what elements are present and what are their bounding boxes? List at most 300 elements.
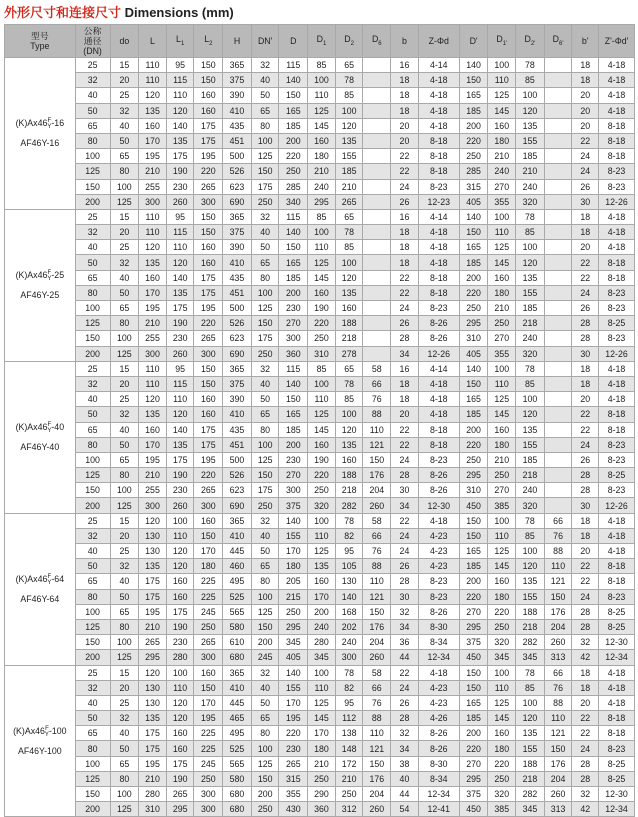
- table-cell: 40: [251, 680, 279, 695]
- table-cell: 78: [516, 361, 545, 376]
- table-cell: 295: [308, 194, 336, 209]
- table-cell: 4-23: [418, 544, 459, 559]
- table-cell: 95: [335, 695, 363, 710]
- table-cell: 100: [488, 665, 516, 680]
- table-cell: 88: [363, 407, 391, 422]
- table-cell: 410: [223, 255, 252, 270]
- table-cell: 34: [391, 741, 419, 756]
- table-cell: 300: [194, 650, 223, 665]
- table-cell: 120: [516, 407, 545, 422]
- table-cell: 175: [194, 118, 223, 133]
- table-cell: 345: [279, 635, 308, 650]
- table-cell: 110: [139, 376, 167, 391]
- table-cell: 100: [516, 695, 545, 710]
- table-cell: 100: [110, 483, 139, 498]
- table-cell: 165: [459, 88, 488, 103]
- table-cell: 355: [488, 194, 516, 209]
- table-cell: 160: [308, 285, 336, 300]
- page-title: [4, 2, 234, 24]
- table-cell: 80: [251, 118, 279, 133]
- col-header-d: D: [279, 25, 308, 58]
- table-cell: 170: [139, 437, 167, 452]
- table-cell: 150: [75, 179, 110, 194]
- table-row: [5, 604, 635, 619]
- table-cell: 300: [139, 498, 167, 513]
- table-cell: 355: [279, 787, 308, 802]
- table-cell: [363, 73, 391, 88]
- table-cell: 190: [308, 301, 336, 316]
- table-cell: 150: [75, 331, 110, 346]
- table-cell: 680: [223, 802, 252, 817]
- table-cell: 12-30: [418, 498, 459, 513]
- table-cell: 240: [516, 483, 545, 498]
- table-cell: 310: [139, 802, 167, 817]
- table-row: [5, 225, 635, 240]
- table-cell: 210: [308, 164, 336, 179]
- table-cell: 130: [139, 528, 167, 543]
- table-cell: 100: [166, 513, 194, 528]
- table-cell: [544, 103, 572, 118]
- table-cell: 22: [391, 270, 419, 285]
- table-cell: 65: [110, 149, 139, 164]
- table-cell: 218: [516, 619, 545, 634]
- table-cell: 365: [223, 58, 252, 73]
- table-cell: 88: [363, 559, 391, 574]
- table-cell: 100: [110, 179, 139, 194]
- table-cell: 175: [194, 422, 223, 437]
- table-cell: 120: [516, 255, 545, 270]
- table-cell: 4-18: [599, 513, 635, 528]
- table-cell: 390: [223, 392, 252, 407]
- table-cell: 100: [516, 392, 545, 407]
- table-cell: 110: [544, 559, 572, 574]
- table-cell: 610: [223, 635, 252, 650]
- table-cell: 22: [572, 133, 599, 148]
- table-cell: 150: [363, 604, 391, 619]
- table-cell: 65: [75, 422, 110, 437]
- table-cell: 25: [110, 88, 139, 103]
- table-cell: 320: [516, 346, 545, 361]
- table-cell: 18: [572, 513, 599, 528]
- table-cell: 4-18: [418, 665, 459, 680]
- table-cell: 50: [110, 589, 139, 604]
- table-cell: 8-18: [418, 133, 459, 148]
- table-cell: 20: [110, 225, 139, 240]
- table-cell: 168: [335, 604, 363, 619]
- table-cell: 220: [459, 437, 488, 452]
- table-cell: 50: [110, 133, 139, 148]
- table-cell: 160: [194, 240, 223, 255]
- table-row: [5, 802, 635, 817]
- table-cell: 150: [544, 741, 572, 756]
- table-cell: 22: [391, 665, 419, 680]
- table-cell: 155: [516, 133, 545, 148]
- table-cell: 623: [223, 179, 252, 194]
- table-cell: 12-26: [599, 346, 635, 361]
- table-cell: [544, 316, 572, 331]
- table-cell: 190: [166, 468, 194, 483]
- table-cell: 85: [308, 361, 336, 376]
- table-cell: 8-23: [599, 285, 635, 300]
- table-row: [5, 513, 635, 528]
- table-cell: 160: [194, 407, 223, 422]
- table-cell: 195: [139, 149, 167, 164]
- col-header-do: do: [110, 25, 139, 58]
- table-cell: 200: [308, 604, 336, 619]
- table-cell: 145: [308, 422, 336, 437]
- variant-mark-top: F: [45, 725, 49, 732]
- table-cell: 623: [223, 331, 252, 346]
- table-cell: 100: [251, 133, 279, 148]
- table-cell: 125: [251, 301, 279, 316]
- table-cell: [544, 58, 572, 73]
- table-cell: 8-23: [599, 437, 635, 452]
- table-cell: 220: [279, 726, 308, 741]
- table-cell: 110: [363, 726, 391, 741]
- table-cell: 32: [75, 376, 110, 391]
- table-cell: 270: [459, 756, 488, 771]
- table-cell: 150: [459, 73, 488, 88]
- table-cell: 185: [459, 407, 488, 422]
- table-cell: 100: [335, 255, 363, 270]
- table-body: [5, 58, 635, 817]
- table-cell: 260: [166, 346, 194, 361]
- table-cell: 100: [488, 58, 516, 73]
- model-type-name: (K)Ax46: [15, 270, 48, 281]
- table-cell: 410: [223, 407, 252, 422]
- table-cell: 50: [110, 437, 139, 452]
- table-cell: 12-34: [418, 787, 459, 802]
- table-cell: 40: [75, 240, 110, 255]
- table-cell: 210: [139, 468, 167, 483]
- table-cell: 125: [251, 604, 279, 619]
- table-cell: 300: [194, 194, 223, 209]
- table-cell: 160: [308, 574, 336, 589]
- table-cell: 150: [279, 392, 308, 407]
- table-cell: 195: [194, 149, 223, 164]
- table-cell: 95: [166, 361, 194, 376]
- table-cell: 135: [516, 574, 545, 589]
- table-cell: 100: [308, 376, 336, 391]
- table-cell: [363, 301, 391, 316]
- table-cell: 110: [488, 225, 516, 240]
- table-cell: 185: [459, 255, 488, 270]
- table-cell: 495: [223, 726, 252, 741]
- table-cell: 28: [572, 756, 599, 771]
- table-row: [5, 711, 635, 726]
- table-cell: [544, 498, 572, 513]
- table-cell: [544, 422, 572, 437]
- table-cell: 220: [488, 604, 516, 619]
- table-cell: 24: [391, 680, 419, 695]
- table-cell: 320: [308, 498, 336, 513]
- table-cell: 28: [391, 331, 419, 346]
- table-cell: 121: [363, 589, 391, 604]
- table-cell: 140: [166, 270, 194, 285]
- table-cell: 240: [308, 619, 336, 634]
- table-cell: 295: [459, 771, 488, 786]
- model-type-alt: AF46Y-64: [20, 594, 60, 605]
- table-cell: 340: [279, 194, 308, 209]
- table-cell: 140: [459, 361, 488, 376]
- table-cell: 66: [363, 680, 391, 695]
- table-cell: 451: [223, 437, 252, 452]
- table-cell: 18: [391, 103, 419, 118]
- table-cell: 180: [488, 589, 516, 604]
- table-cell: 8-18: [599, 574, 635, 589]
- table-cell: 76: [544, 680, 572, 695]
- table-cell: 160: [488, 270, 516, 285]
- table-cell: 300: [194, 787, 223, 802]
- table-cell: 100: [335, 407, 363, 422]
- table-cell: 260: [363, 650, 391, 665]
- table-cell: 100: [488, 361, 516, 376]
- table-cell: 225: [194, 589, 223, 604]
- table-cell: 22: [572, 270, 599, 285]
- table-cell: 28: [572, 468, 599, 483]
- table-cell: 285: [279, 179, 308, 194]
- table-cell: 145: [308, 270, 336, 285]
- table-cell: 100: [516, 240, 545, 255]
- table-cell: 445: [223, 695, 252, 710]
- table-cell: 240: [516, 331, 545, 346]
- table-cell: 32: [75, 225, 110, 240]
- table-cell: 200: [251, 635, 279, 650]
- table-cell: 680: [223, 650, 252, 665]
- table-cell: 185: [335, 164, 363, 179]
- table-cell: [363, 270, 391, 285]
- table-cell: 110: [166, 680, 194, 695]
- table-cell: 100: [335, 103, 363, 118]
- table-cell: 140: [459, 209, 488, 224]
- table-cell: 150: [459, 665, 488, 680]
- table-cell: 140: [279, 513, 308, 528]
- table-cell: 100: [251, 589, 279, 604]
- col-header-z-d: Z-Φd: [418, 25, 459, 58]
- table-cell: 190: [166, 771, 194, 786]
- table-cell: 100: [251, 285, 279, 300]
- table-cell: 230: [279, 741, 308, 756]
- table-row: [5, 787, 635, 802]
- table-cell: 18: [572, 680, 599, 695]
- table-cell: 32: [391, 604, 419, 619]
- table-cell: 176: [363, 468, 391, 483]
- table-cell: 80: [110, 771, 139, 786]
- table-cell: 4-18: [599, 680, 635, 695]
- table-cell: 40: [251, 73, 279, 88]
- table-cell: 100: [251, 437, 279, 452]
- table-cell: 4-18: [599, 392, 635, 407]
- table-cell: 435: [223, 270, 252, 285]
- table-cell: 4-18: [418, 392, 459, 407]
- table-cell: 32: [110, 711, 139, 726]
- table-cell: 150: [194, 225, 223, 240]
- table-cell: 4-18: [599, 665, 635, 680]
- table-cell: [363, 88, 391, 103]
- table-cell: 150: [194, 680, 223, 695]
- table-cell: 165: [279, 407, 308, 422]
- table-cell: 95: [166, 58, 194, 73]
- table-cell: 76: [363, 392, 391, 407]
- table-cell: 526: [223, 164, 252, 179]
- table-cell: 218: [335, 331, 363, 346]
- table-cell: 8-23: [599, 483, 635, 498]
- table-row: [5, 619, 635, 634]
- table-cell: 18: [391, 240, 419, 255]
- table-row: [5, 422, 635, 437]
- table-cell: 24: [391, 179, 419, 194]
- table-cell: 25: [75, 665, 110, 680]
- table-cell: 100: [75, 604, 110, 619]
- table-cell: 16: [391, 361, 419, 376]
- table-cell: 100: [75, 756, 110, 771]
- table-cell: 120: [139, 240, 167, 255]
- table-cell: 85: [516, 376, 545, 391]
- table-cell: 26: [391, 316, 419, 331]
- table-cell: 204: [544, 619, 572, 634]
- table-cell: 80: [251, 726, 279, 741]
- table-cell: 180: [194, 559, 223, 574]
- table-cell: 150: [194, 376, 223, 391]
- table-cell: 345: [488, 650, 516, 665]
- table-cell: 8-18: [418, 422, 459, 437]
- header-row: [5, 25, 635, 58]
- table-cell: 20: [572, 544, 599, 559]
- table-cell: 255: [139, 179, 167, 194]
- table-cell: 4-18: [418, 376, 459, 391]
- table-cell: 160: [488, 422, 516, 437]
- table-row: [5, 756, 635, 771]
- variant-mark-bottom: Y: [44, 731, 49, 738]
- table-cell: 160: [488, 118, 516, 133]
- table-cell: 150: [194, 209, 223, 224]
- col-header-l2: $L_2$: [194, 25, 223, 58]
- table-cell: 190: [166, 619, 194, 634]
- model-pressure-suffix: -100: [48, 725, 67, 736]
- table-row: [5, 392, 635, 407]
- table-cell: 210: [516, 164, 545, 179]
- table-cell: 176: [544, 604, 572, 619]
- table-cell: 100: [110, 787, 139, 802]
- table-cell: 165: [459, 392, 488, 407]
- table-cell: 8-26: [418, 468, 459, 483]
- table-cell: 185: [516, 452, 545, 467]
- table-cell: 110: [363, 574, 391, 589]
- table-cell: 25: [110, 695, 139, 710]
- table-cell: 230: [166, 635, 194, 650]
- table-cell: 20: [110, 376, 139, 391]
- table-cell: 230: [279, 452, 308, 467]
- table-cell: 218: [516, 316, 545, 331]
- table-cell: 260: [544, 635, 572, 650]
- table-cell: 295: [459, 316, 488, 331]
- table-cell: 148: [335, 741, 363, 756]
- table-cell: 65: [110, 301, 139, 316]
- table-cell: 525: [223, 741, 252, 756]
- table-cell: 25: [110, 240, 139, 255]
- table-cell: 220: [459, 741, 488, 756]
- table-cell: 500: [223, 149, 252, 164]
- table-cell: 280: [166, 650, 194, 665]
- table-cell: 50: [251, 544, 279, 559]
- table-cell: 125: [488, 88, 516, 103]
- table-cell: 32: [110, 103, 139, 118]
- table-cell: 210: [139, 164, 167, 179]
- table-cell: 8-23: [599, 179, 635, 194]
- table-cell: 250: [194, 619, 223, 634]
- table-cell: 22: [572, 726, 599, 741]
- table-cell: 160: [194, 103, 223, 118]
- table-cell: 8-25: [599, 771, 635, 786]
- table-cell: 270: [279, 468, 308, 483]
- table-cell: [363, 316, 391, 331]
- table-cell: 155: [279, 680, 308, 695]
- table-cell: 220: [279, 149, 308, 164]
- table-cell: 282: [516, 635, 545, 650]
- table-cell: 130: [139, 695, 167, 710]
- table-cell: 8-18: [599, 726, 635, 741]
- col-header-b: b: [391, 25, 419, 58]
- table-cell: 165: [459, 695, 488, 710]
- table-cell: 218: [516, 468, 545, 483]
- table-cell: 230: [166, 483, 194, 498]
- table-cell: 200: [75, 802, 110, 817]
- table-cell: 175: [139, 741, 167, 756]
- table-cell: 20: [572, 392, 599, 407]
- table-cell: 160: [194, 665, 223, 680]
- table-cell: 8-26: [418, 316, 459, 331]
- table-cell: 12-34: [599, 802, 635, 817]
- table-cell: 4-18: [599, 240, 635, 255]
- table-cell: 110: [139, 209, 167, 224]
- variant-mark-bottom: Y: [47, 579, 52, 586]
- table-cell: 8-34: [418, 771, 459, 786]
- table-cell: 12-26: [599, 194, 635, 209]
- table-cell: 240: [488, 164, 516, 179]
- table-cell: 375: [459, 787, 488, 802]
- table-cell: 15: [110, 58, 139, 73]
- table-cell: 450: [459, 650, 488, 665]
- table-row: [5, 726, 635, 741]
- table-cell: 300: [194, 802, 223, 817]
- table-cell: 320: [488, 635, 516, 650]
- table-cell: 28: [572, 771, 599, 786]
- table-cell: 24: [572, 589, 599, 604]
- table-cell: 8-25: [599, 468, 635, 483]
- table-cell: 18: [391, 376, 419, 391]
- col-header-h: H: [223, 25, 252, 58]
- table-cell: 210: [139, 771, 167, 786]
- table-cell: 125: [488, 544, 516, 559]
- table-row: [5, 437, 635, 452]
- table-cell: 313: [544, 802, 572, 817]
- table-cell: 18: [572, 665, 599, 680]
- table-cell: 25: [75, 209, 110, 224]
- table-cell: 130: [139, 680, 167, 695]
- table-cell: 78: [335, 73, 363, 88]
- table-cell: 100: [75, 301, 110, 316]
- table-cell: 290: [308, 787, 336, 802]
- table-row: [5, 528, 635, 543]
- table-cell: 4-18: [418, 103, 459, 118]
- table-cell: 8-30: [418, 756, 459, 771]
- model-pressure-suffix: -16: [51, 118, 65, 129]
- table-cell: 345: [516, 802, 545, 817]
- table-cell: 313: [544, 650, 572, 665]
- table-cell: 100: [516, 88, 545, 103]
- table-cell: 110: [363, 422, 391, 437]
- table-cell: 125: [75, 164, 110, 179]
